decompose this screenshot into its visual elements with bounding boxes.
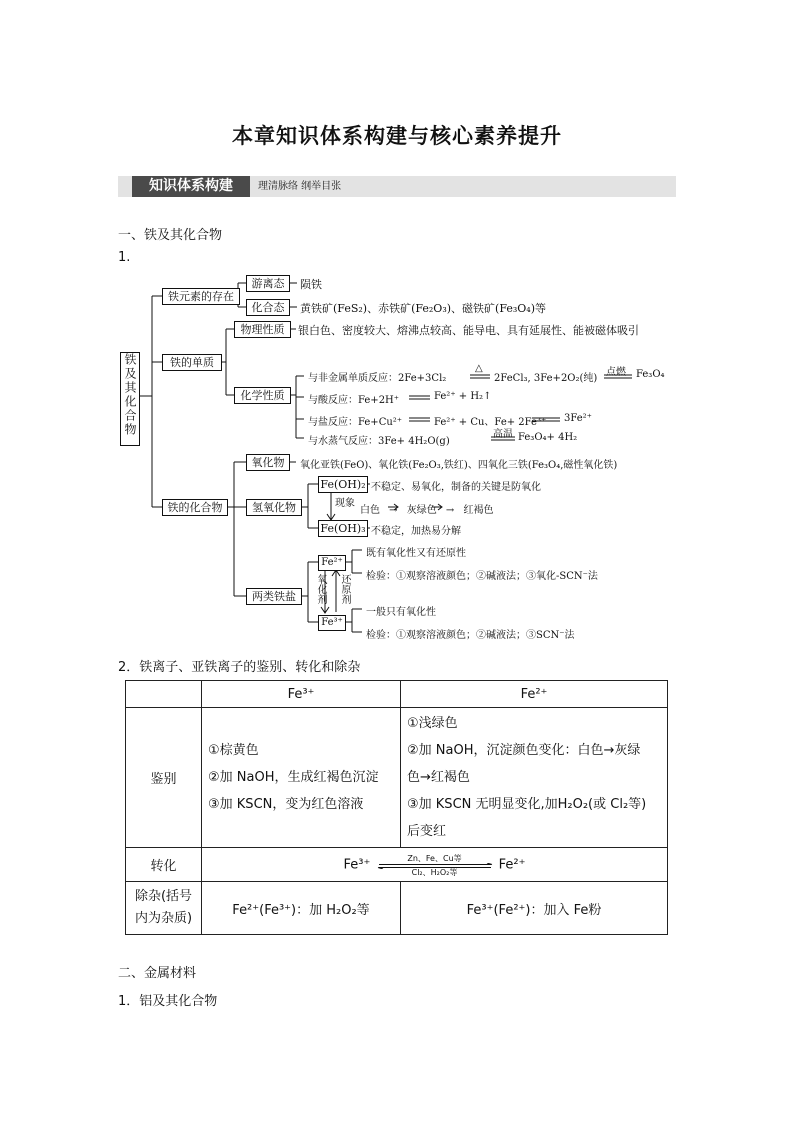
- iron-ion-table: [125, 680, 668, 935]
- node-iron-compounds: 铁的化合物: [162, 499, 228, 516]
- ferrous-ion-test: 检验：①观察溶液颜色；②碱液法；③氧化-SCN⁻法: [366, 571, 598, 582]
- reaction-steam-label: 与水蒸气反应：3Fe+ 4H₂O(g): [308, 436, 450, 447]
- conversion-oxidants: Cl₂、H₂O₂等: [411, 867, 458, 877]
- conversion-cell: [202, 848, 668, 882]
- reaction-salt-middle: Fe²⁺ + Cu、Fe+ 2Fe³⁺: [434, 417, 547, 428]
- node-free-state: 游离态: [246, 275, 290, 292]
- reaction-steam-condition: 高温: [493, 429, 513, 440]
- node-oxides: 氧化物: [246, 454, 290, 471]
- reaction-acid-label: 与酸反应：Fe+2H⁺: [308, 395, 400, 406]
- ferrous-id-line-2: ②加 NaOH，沉淀颜色变化：白色→灰绿: [407, 743, 641, 758]
- table-header-ferric: Fe³⁺: [202, 681, 401, 708]
- color-change-sequence: 白色 → 灰绿色 → 红褐色: [360, 505, 494, 516]
- node-hydroxides: 氢氧化物: [246, 499, 302, 516]
- ferric-ion-test: 检验：①观察溶液颜色；②碱液法；③SCN⁻法: [366, 630, 575, 641]
- item-number-1: 1.: [118, 250, 131, 265]
- ferrous-hydroxide-description: 不稳定、易氧化，制备的关键是防氧化: [371, 482, 541, 493]
- table-corner-cell: [126, 681, 202, 708]
- banner-subtitle: 理清脉络 纲举目张: [258, 181, 342, 192]
- node-iron-existence: 铁元素的存在: [162, 288, 240, 305]
- combined-state-description: 黄铁矿(FeS₂)、赤铁矿(Fe₂O₃)、磁铁矿(Fe₃O₄)等: [300, 302, 546, 315]
- row-label-purification: [126, 882, 202, 935]
- ferric-hydroxide-description: 不稳定，加热易分解: [371, 526, 461, 537]
- reaction-oxygen-condition: 点燃: [606, 367, 626, 378]
- ferric-id-line-3: ③加 KSCN，变为红色溶液: [208, 797, 364, 812]
- ferrous-ion-property: 既有氧化性又有还原性: [366, 548, 466, 559]
- ferrous-id-line-1: ①浅绿色: [407, 716, 458, 731]
- ferric-ion-property: 一般只有氧化性: [366, 607, 436, 618]
- row-label-conversion: 转化: [126, 848, 202, 882]
- node-elemental-iron: 铁的单质: [162, 354, 222, 371]
- root-node-iron-compounds: 铁及其化合物: [120, 352, 140, 446]
- reaction-nonmetal-middle: 2FeCl₃, 3Fe+2O₂(纯): [494, 373, 598, 384]
- phenomenon-label: 现象: [335, 498, 355, 509]
- conversion-ferrous: Fe²⁺: [498, 857, 526, 872]
- node-iron-salts: 两类铁盐: [246, 588, 302, 605]
- section-heading-iron: 一、铁及其化合物: [118, 228, 223, 243]
- reaction-nonmetal-label: 与非金属单质反应：2Fe+3Cl₂: [308, 373, 447, 384]
- ferric-purification-cell: Fe³⁺(Fe²⁺)：加入 Fe粉: [401, 882, 668, 935]
- reductant-label: 还原剂: [339, 574, 350, 604]
- oxides-description: 氧化亚铁(FeO)、氧化铁(Fe₂O₃,铁红)、四氧化三铁(Fe₃O₄,磁性氧化铁): [300, 460, 618, 471]
- ferric-id-line-2: ②加 NaOH，生成红褐色沉淀: [208, 770, 379, 785]
- reaction-salt-product: 3Fe²⁺: [564, 413, 592, 424]
- conversion-arrows: [375, 854, 495, 876]
- node-chemical-properties: 化学性质: [234, 387, 291, 404]
- node-ferric-hydroxide: Fe(OH)₃: [318, 520, 368, 537]
- node-ferrous-hydroxide: Fe(OH)₂: [318, 476, 368, 493]
- ferrous-purification-cell: Fe²⁺(Fe³⁺)：加 H₂O₂等: [202, 882, 401, 935]
- node-combined-state: 化合态: [246, 299, 290, 316]
- physical-properties-description: 银白色、密度较大、熔沸点较高、能导电、具有延展性、能被磁体吸引: [298, 324, 639, 337]
- node-ferrous-ion: Fe²⁺: [318, 555, 346, 571]
- ferrous-id-line-3: 色→红褐色: [407, 770, 470, 785]
- node-physical-properties: 物理性质: [234, 321, 291, 338]
- ferric-id-line-1: ①棕黄色: [208, 743, 259, 758]
- item-number-2: 2．铁离子、亚铁离子的鉴别、转化和除杂: [118, 660, 361, 675]
- reaction-steam-product: Fe₃O₄+ 4H₂: [518, 432, 578, 443]
- section-heading-metal-materials: 二、金属材料: [118, 966, 197, 981]
- ferrous-id-line-5: 后变红: [407, 824, 447, 839]
- oxidant-label: 氧化剂: [315, 574, 326, 604]
- conversion-reductants: Zn、Fe、Cu等: [407, 853, 462, 863]
- reaction-salt-label: 与盐反应：Fe+Cu²⁺: [308, 417, 403, 428]
- table-header-ferrous: Fe²⁺: [401, 681, 668, 708]
- ferrous-id-line-4: ③加 KSCN 无明显变化,加H₂O₂(或 Cl₂等): [407, 797, 647, 812]
- row-label-identification: 鉴别: [126, 708, 202, 848]
- purification-label-line-2: 内为杂质): [134, 911, 193, 926]
- purification-label-line-1: 除杂(括号: [134, 889, 193, 904]
- reaction-acid-product: Fe²⁺ + H₂↑: [434, 391, 492, 402]
- ferric-identification-cell: [202, 708, 401, 848]
- item-aluminium: 1．铝及其化合物: [118, 994, 218, 1009]
- node-ferric-ion: Fe³⁺: [318, 615, 346, 631]
- banner-label: 知识体系构建: [149, 178, 233, 194]
- reaction-nonmetal-product: Fe₃O₄: [636, 369, 665, 380]
- ferrous-identification-cell: [401, 708, 668, 848]
- free-state-description: 陨铁: [300, 278, 322, 291]
- reaction-nonmetal-condition: △: [475, 363, 483, 374]
- page-title: 本章知识体系构建与核心素养提升: [232, 124, 562, 148]
- conversion-ferric: Fe³⁺: [343, 857, 371, 872]
